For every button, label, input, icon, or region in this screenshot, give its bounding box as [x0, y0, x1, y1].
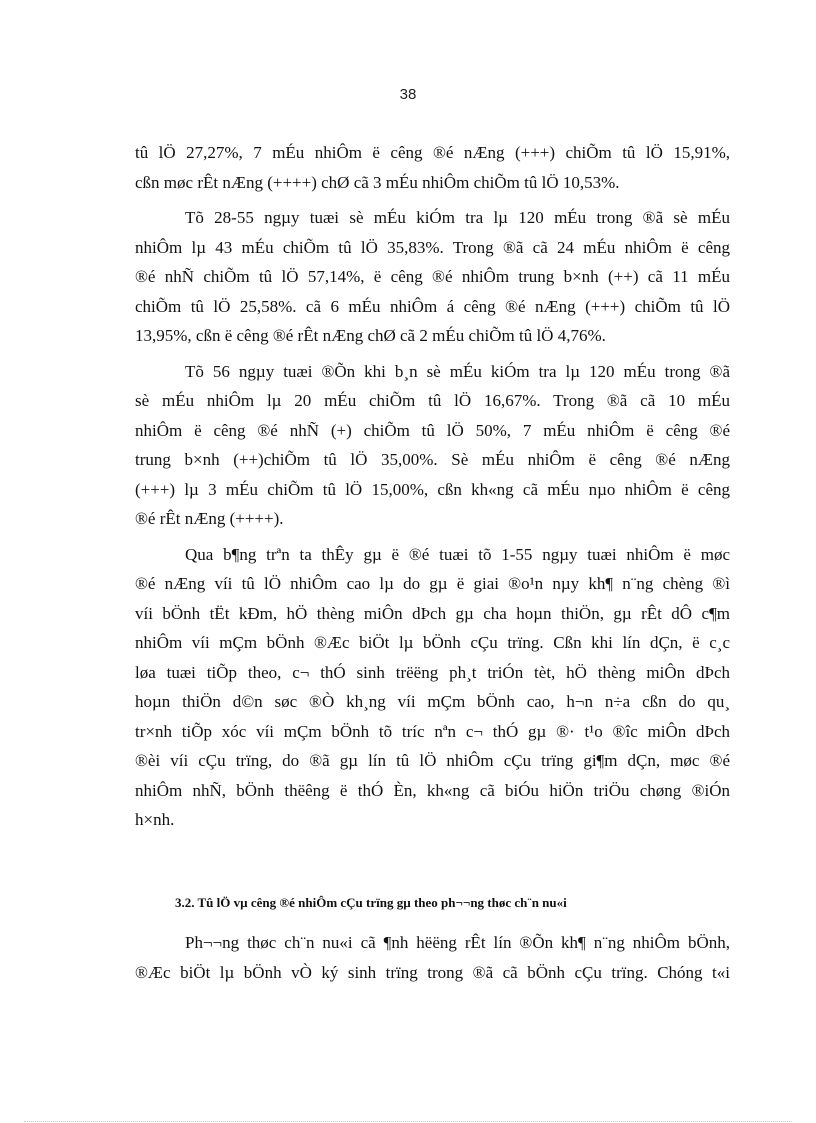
text-line: nhiÔm lµ 43 mÉu chiÕm tû lÖ 35,83%. Trong ®ã cã 24 mÉu nhiÔm ë cêng [135, 237, 730, 257]
text-line: ®é nhÑ chiÕm tû lÖ 57,14%, ë cêng ®é nhiÔm trung b×nh (++) cã 11 mÉu [135, 267, 730, 286]
text-line: nhiÔm nhÑ, bÖnh thëêng ë thÓ Èn, kh«ng cã biÓu hiÖn triÖu chøng ®iÓn [135, 780, 730, 800]
text-line: ®é nÆng víi tû lÖ nhiÔm cao lµ do gµ ë giai ®o¹n nµy kh¶ n¨ng chèng ®ì [135, 574, 730, 593]
section-heading: 3.2. Tû lÖ vµ cêng ®é nhiÔm cÇu trïng gµ theo ph¬¬ng thøc ch¨n nu«i [175, 895, 567, 910]
text-line: ®Æc biÖt lµ bÖnh vÒ ký sinh trïng trong ®ã cã bÖnh cÇu trïng. Chóng t«i [135, 962, 730, 982]
text-line: 13,95%, cßn ë cêng ®é rÊt nÆng chØ cã 2 mÉu chiÕm tû lÖ 4,76%. [135, 326, 606, 345]
text-line: víi bÖnh tËt kÐm, hÖ thèng miÔn dÞch gµ cha hoµn thiÖn, gµ rÊt dÔ c¶m [135, 603, 730, 623]
text-line: tû lÖ 27,27%, 7 mÉu nhiÔm ë cêng ®é nÆng (+++) chiÕm tû lÖ 15,91%, [135, 143, 730, 162]
paragraph-5 [135, 928, 730, 987]
text-line: h×nh. [135, 810, 175, 829]
paragraph-2 [135, 203, 730, 351]
text-line: Tõ 28-55 ngµy tuæi sè mÉu kiÓm tra lµ 120 mÉu trong ®ã sè mÉu [185, 208, 730, 227]
document-body [135, 138, 730, 841]
text-line: Qua b¶ng trªn ta thÊy gµ ë ®é tuæi tõ 1-55 ngµy tuæi nhiÔm ë møc [185, 544, 730, 564]
text-line: løa tuæi tiÕp theo, c¬ thÓ sinh trëëng ph¸t triÓn tèt, hÖ thèng miÔn dÞch [135, 662, 730, 682]
page-number: 38 [399, 86, 417, 103]
text-line: hoµn thiÖn d©n søc ®Ò kh¸ng víi mÇm bÖnh cao, h¬n n÷a cßn do qu¸ [135, 692, 730, 711]
text-line: nhiÔm ë cêng ®é nhÑ (+) chiÕm tû lÖ 50%, 7 mÉu nhiÔm ë cêng ®é [135, 420, 730, 440]
text-line: trung b×nh (++)chiÕm tû lÖ 35,00%. Sè mÉu nhiÔm ë cêng ®é nÆng [135, 450, 730, 469]
text-line: ®é rÊt nÆng (++++). [135, 509, 284, 528]
paragraph-3 [135, 357, 730, 534]
text-line: Tõ 56 ngµy tuæi ®Õn khi b¸n sè mÉu kiÓm tra lµ 120 mÉu trong ®ã [185, 361, 730, 381]
text-line: sè mÉu nhiÔm lµ 20 mÉu chiÕm tû lÖ 16,67%. Trong ®ã cã 10 mÉu [135, 391, 730, 410]
text-line: (+++) lµ 3 mÉu chiÕm tû lÖ 15,00%, cßn kh«ng cã mÉu nµo nhiÔm ë cêng [135, 479, 730, 499]
page-bottom-border [24, 1121, 792, 1122]
paragraph-1 [135, 138, 730, 197]
text-line: cßn møc rÊt nÆng (++++) chØ cã 3 mÉu nhiÔm chiÕm tû lÖ 10,53%. [135, 172, 620, 192]
text-line: Ph¬¬ng thøc ch¨n nu«i cã ¶nh hëëng rÊt lín ®Õn kh¶ n¨ng nhiÔm bÖnh, [185, 933, 730, 952]
paragraph-4 [135, 540, 730, 835]
final-paragraph-block [135, 928, 730, 993]
text-line: chiÕm tû lÖ 25,58%. cã 6 mÉu nhiÔm á cêng ®é nÆng (+++) chiÕm tû lÖ [135, 296, 730, 316]
text-line: ®èi víi cÇu trïng, do ®ã gµ lín tû lÖ nhiÔm cÇu trïng gi¶m dÇn, møc ®é [135, 751, 730, 770]
text-line: tr×nh tiÕp xóc víi mÇm bÖnh tõ tríc nªn c¬ thÓ gµ ®· t¹o ®îc miÔn dÞch [135, 721, 730, 741]
text-line: nhiÔm víi mÇm bÖnh ®Æc biÖt lµ bÖnh cÇu trïng. Cßn khi lín dÇn, ë c¸c [135, 633, 730, 652]
